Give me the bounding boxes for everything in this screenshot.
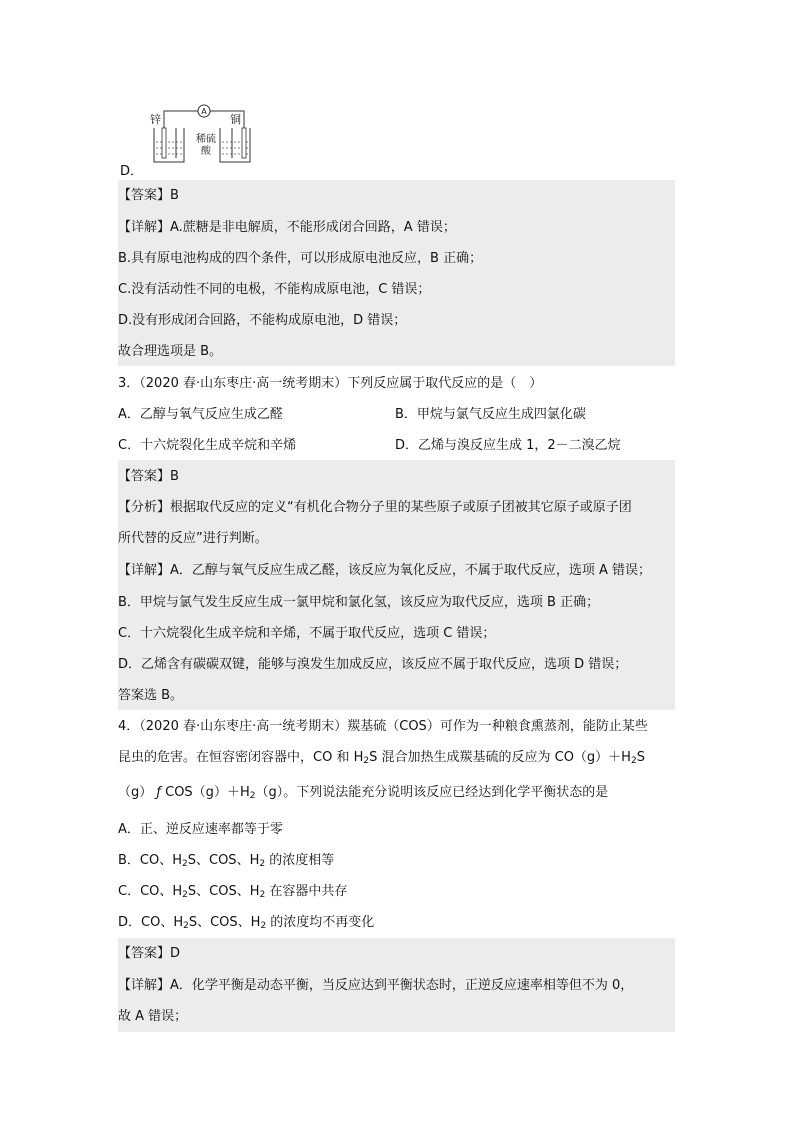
option-d-label: D． <box>120 164 144 179</box>
detail-q2-d: D.没有形成闭合回路，不能构成原电池，D 错误； <box>118 313 407 328</box>
question-3-stem: 3．（2020 春·山东枣庄·高一统考期末）下列反应属于取代反应的是（ ） <box>118 376 543 391</box>
q4-option-c: C．CO、$H_2S$、COS、$H_2$ 在容器中共存 <box>118 884 348 900</box>
q3-option-a: A．乙醇与氧气反应生成乙醛 <box>118 407 283 422</box>
zinc-electrode <box>162 128 166 158</box>
detail-q3-b: B．甲烷与氯气发生反应生成一氯甲烷和氯化氢，该反应为取代反应，选项 B 正确； <box>118 595 600 610</box>
answer-q3: 【答案】B <box>118 469 179 484</box>
q4-option-b: B．CO、$H_2S$、COS、$H_2$ 的浓度相等 <box>118 853 335 869</box>
detail-q2-c: C.没有活动性不同的电极，不能构成原电池，C 错误； <box>118 282 431 297</box>
detail-q4-line-1: 【详解】A．化学平衡是动态平衡，当反应达到平衡状态时，正逆反应速率相等但不为 0， <box>118 978 634 993</box>
detail-q2-a: 【详解】A.蔗糖是非电解质，不能形成闭合回路，A 错误； <box>118 220 456 235</box>
detail-q3-d: D．乙烯含有碳碳双键，能够与溴发生加成反应，该反应不属于取代反应，选项 D 错误； <box>118 657 628 672</box>
answer-q2: 【答案】B <box>118 188 179 203</box>
answer-block-q2 <box>118 180 675 366</box>
question-4-stem-line-2: 昆虫的危害。在恒容密闭容器中，CO 和 $H_2S$ 混合加热生成羰基硫的反应为 $CO(g)+H_2S$ <box>118 750 645 766</box>
galvanic-cell-diagram <box>150 104 260 166</box>
q3-options-row-1 <box>118 405 678 425</box>
ammeter-label: A <box>201 107 207 116</box>
detail-q2-b: B.具有原电池构成的四个条件，可以形成原电池反应，B 正确； <box>118 251 483 266</box>
equilibrium-symbol: ƒ <box>156 785 161 800</box>
analysis-q3-line-1: 【分析】根据取代反应的定义“有机化合物分子里的某些原子或原子团被其它原子或原子团 <box>118 500 632 515</box>
detail-q3-a: 【详解】A．乙醇与氧气反应生成乙醛，该反应为氧化反应，不属于取代反应，选项 A 错误； <box>118 563 652 578</box>
analysis-q3-line-2: 所代替的反应”进行判断。 <box>118 531 268 546</box>
q4-option-d: D．CO、$H_2S$、COS、$H_2$ 的浓度均不再变化 <box>118 915 375 931</box>
answer-q4: 【答案】D <box>118 946 181 961</box>
q4-option-a: A．正、逆反应速率都等于零 <box>118 822 283 837</box>
q3-option-b: B．甲烷与氯气反应生成四氯化碳 <box>395 407 586 422</box>
question-4-stem-line-1: 4．（2020 春·山东枣庄·高一统考期末）羰基硫（COS）可作为一种粮食熏蒸剂，能防止某些 <box>118 719 648 734</box>
detail-q3-conclusion: 答案选 B。 <box>118 688 184 703</box>
acid-label: 稀硫 <box>196 134 216 145</box>
detail-q4-line-2: 故 A 错误； <box>118 1009 188 1024</box>
acid-label-2: 酸 <box>201 146 211 157</box>
q3-options-row-2 <box>118 436 678 456</box>
detail-q2-conclusion: 故合理选项是 B。 <box>118 344 223 359</box>
zinc-label: 锌 <box>150 113 161 126</box>
copper-label: 铜 <box>230 113 241 126</box>
copper-electrode <box>242 128 246 158</box>
left-beaker <box>154 128 184 162</box>
q3-option-d: D．乙烯与溴反应生成 1，2－二溴乙烷 <box>395 438 621 453</box>
detail-q3-c: C．十六烷裂化生成辛烷和辛烯，不属于取代反应，选项 C 错误； <box>118 626 496 641</box>
q3-option-c: C．十六烷裂化生成辛烷和辛烯 <box>118 438 297 453</box>
question-4-stem-line-3: （g） ƒ $COS(g)+H_2(g)$。下列说法能充分说明该反应已经达到化学平衡状态的是 <box>118 785 609 801</box>
